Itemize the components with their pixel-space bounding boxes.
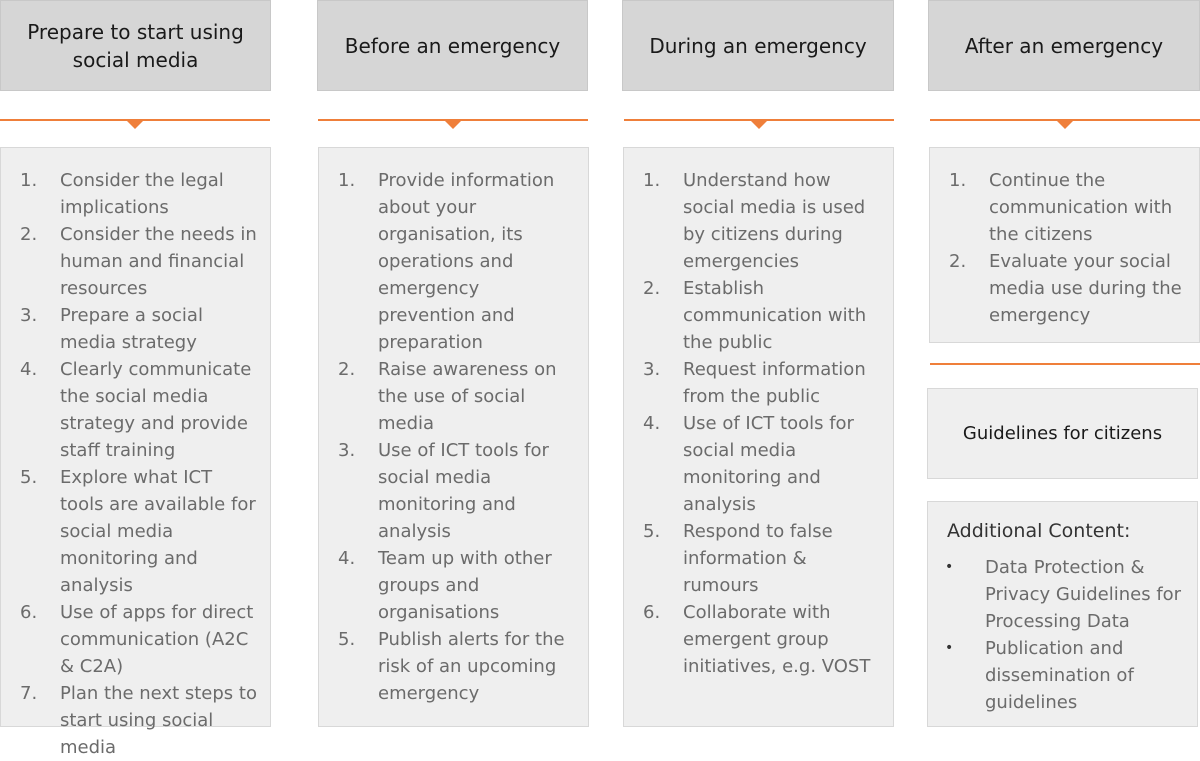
- list-item: 3. Request information from the public: [643, 359, 866, 407]
- list-item: 1. Consider the legal implications: [20, 170, 224, 218]
- divider-during: [624, 119, 894, 121]
- steps-prepare: [20, 167, 260, 761]
- header-prepare-title: Prepare to start using social media: [27, 19, 244, 72]
- list-item: 1. Continue the communication with the citizens: [949, 170, 1173, 245]
- list-item: 5. Explore what ICT tools are available for social media monitoring and analysis: [20, 467, 256, 596]
- panel-during: [623, 147, 894, 727]
- header-before-title: Before an emergency: [344, 33, 561, 58]
- panel-after: [929, 147, 1200, 343]
- steps-during: [643, 167, 883, 680]
- list-item: 1. Understand how social media is used by citizens during emergencies: [643, 170, 866, 272]
- bullet-icon: •: [945, 640, 954, 656]
- list-item: 5. Publish alerts for the risk of an upcoming emergency: [338, 629, 565, 704]
- arrow-down-icon: [1057, 121, 1073, 129]
- arrow-down-icon: [127, 121, 143, 129]
- header-during-title: During an emergency: [649, 33, 867, 58]
- list-item: 3. Use of ICT tools for social media monitoring and analysis: [338, 440, 549, 542]
- header-after: [928, 0, 1200, 91]
- header-during: [622, 0, 894, 91]
- list-item: • Data Protection & Privacy Guidelines for Processing Data: [928, 554, 1197, 635]
- panel-prepare: [0, 147, 271, 758]
- list-item: 2. Establish communication with the public: [643, 278, 867, 353]
- list-item: 6. Collaborate with emergent group initiatives, e.g. VOST: [643, 602, 871, 677]
- header-after-title: After an emergency: [964, 33, 1164, 58]
- list-item: 4. Use of ICT tools for social media monitoring and analysis: [643, 413, 854, 515]
- panel-before: [318, 147, 589, 727]
- bullet-icon: •: [945, 559, 954, 575]
- guidelines-label: Guidelines for citizens: [962, 423, 1163, 444]
- arrow-down-icon: [445, 121, 461, 129]
- steps-after: [949, 167, 1189, 329]
- list-item: 2. Consider the needs in human and financial resources: [20, 224, 257, 299]
- arrow-down-icon: [751, 121, 767, 129]
- list-item: 1. Provide information about your organisation, its operations and emergency prevention and preparation: [338, 170, 555, 353]
- additional-content-list: [928, 554, 1197, 716]
- steps-before: [338, 167, 578, 707]
- list-item: 4. Team up with other groups and organisations: [338, 548, 552, 623]
- header-prepare: [0, 0, 271, 91]
- list-item: 3. Prepare a social media strategy: [20, 305, 203, 353]
- list-item: 4. Clearly communicate the social media strategy and provide staff training: [20, 359, 252, 461]
- list-item: 6. Use of apps for direct communication (A2C & C2A): [20, 602, 254, 677]
- divider-before: [318, 119, 588, 121]
- additional-content-title: Additional Content:: [947, 520, 1131, 542]
- divider-after-lower: [930, 363, 1200, 365]
- header-before: [317, 0, 588, 91]
- list-item: • Publication and dissemination of guidelines: [928, 635, 1197, 716]
- divider-after: [930, 119, 1200, 121]
- divider-prepare: [0, 119, 270, 121]
- guidelines-box: [927, 388, 1198, 479]
- list-item: 2. Evaluate your social media use during the emergency: [949, 251, 1182, 326]
- list-item: 7. Plan the next steps to start using social media: [20, 683, 257, 758]
- list-item: 2. Raise awareness on the use of social media: [338, 359, 557, 434]
- additional-content-box: [927, 501, 1198, 727]
- list-item: 5. Respond to false information & rumours: [643, 521, 833, 596]
